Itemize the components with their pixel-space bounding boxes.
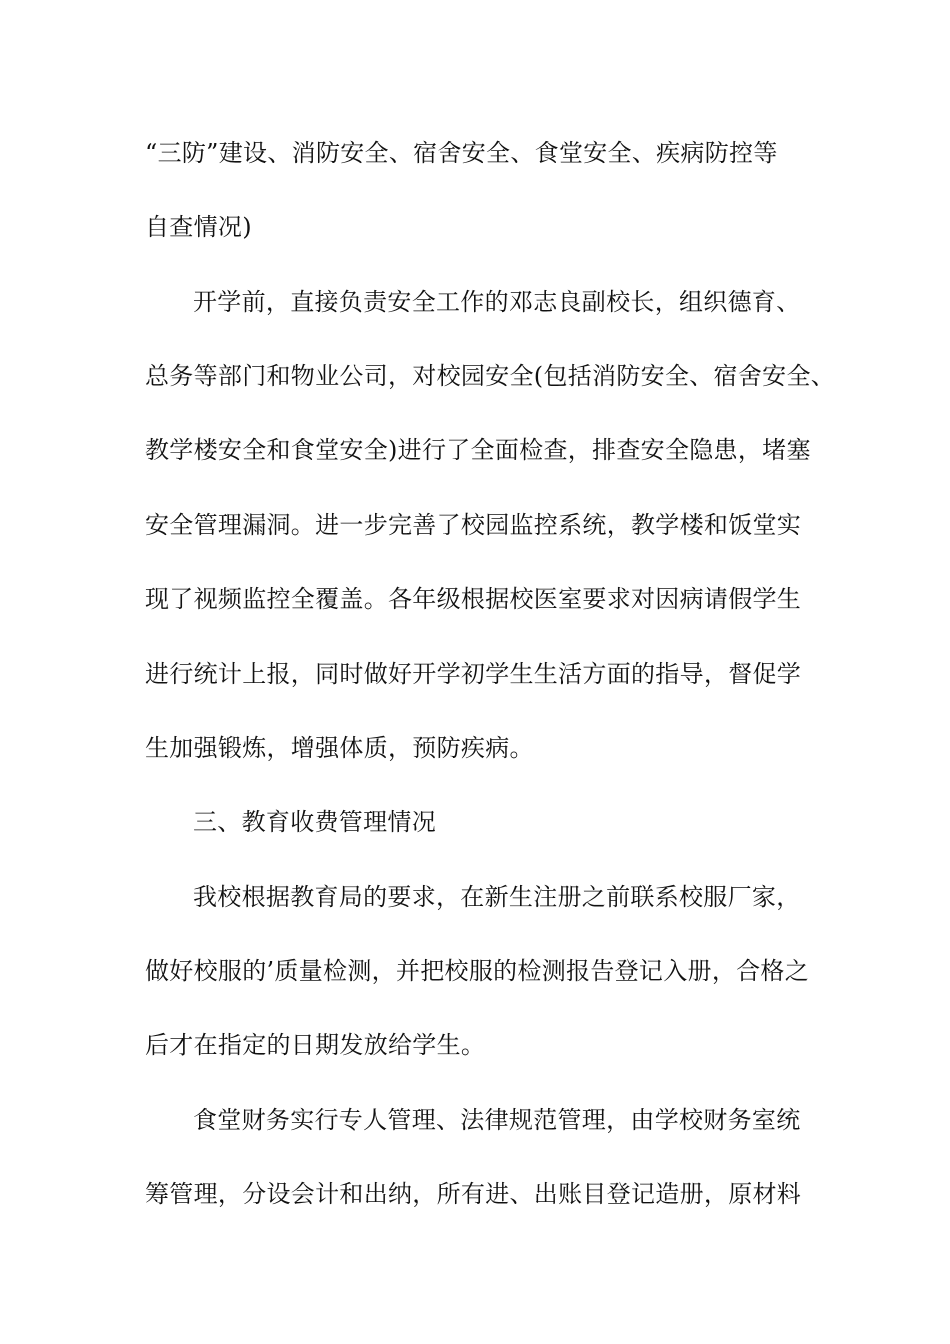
text-line: “三防”建设、消防安全、宿舍安全、食堂安全、疾病防控等 bbox=[145, 139, 778, 167]
text-line: 现了视频监控全覆盖。各年级根据校医室要求对因病请假学生 bbox=[145, 585, 802, 613]
text-line: 安全管理漏洞。进一步完善了校园监控系统，教学楼和饭堂实 bbox=[145, 511, 802, 539]
text-line: 筹管理，分设会计和出纳，所有进、出账目登记造册，原材料 bbox=[145, 1180, 802, 1208]
paragraph-start-line: 我校根据教育局的要求，在新生注册之前联系校服厂家， bbox=[193, 883, 801, 911]
text-line: 生加强锻炼，增强体质，预防疾病。 bbox=[145, 734, 534, 762]
section-heading: 三、教育收费管理情况 bbox=[193, 808, 436, 836]
paragraph-start-line: 食堂财务实行专人管理、法律规范管理，由学校财务室统 bbox=[193, 1106, 801, 1134]
text-line: 总务等部门和物业公司，对校园安全(包括消防安全、宿舍安全、 bbox=[145, 362, 836, 390]
text-line: 教学楼安全和食堂安全)进行了全面检查，排查安全隐患，堵塞 bbox=[145, 436, 811, 464]
paragraph-start-line: 开学前，直接负责安全工作的邓志良副校长，组织德育、 bbox=[193, 288, 801, 316]
text-line: 后才在指定的日期发放给学生。 bbox=[145, 1031, 486, 1059]
text-line: 自查情况) bbox=[145, 213, 252, 241]
text-line: 进行统计上报，同时做好开学初学生生活方面的指导，督促学 bbox=[145, 660, 802, 688]
text-line: 做好校服的’质量检测，并把校服的检测报告登记入册，合格之 bbox=[145, 957, 810, 985]
